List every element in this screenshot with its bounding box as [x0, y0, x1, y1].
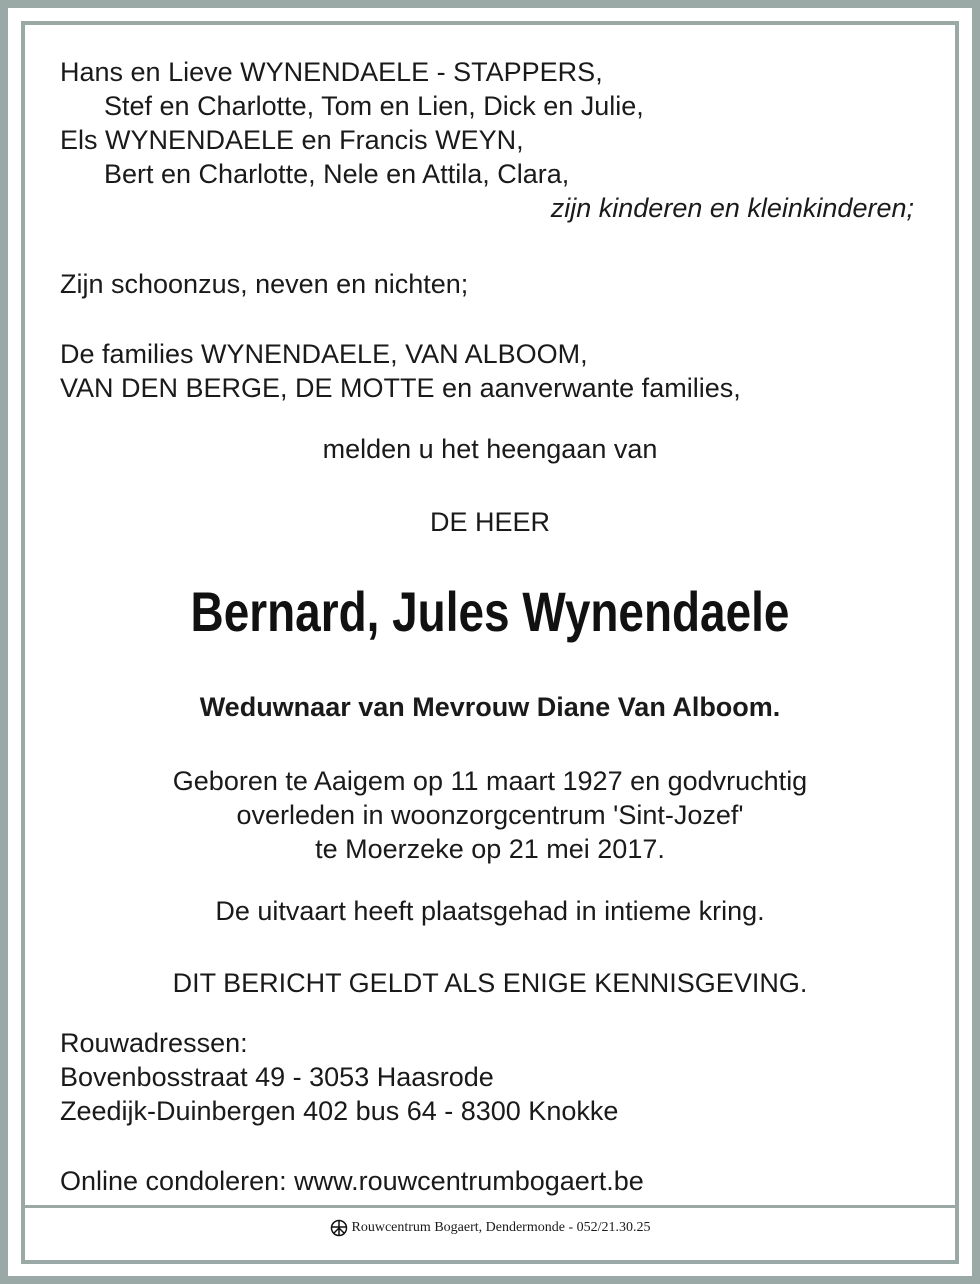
- cross-circle-icon: [330, 1219, 348, 1237]
- footer-text: Rouwcentrum Bogaert, Dendermonde - 052/21.30.25: [351, 1220, 651, 1235]
- life-line: te Moerzeke op 21 mei 2017.: [315, 834, 665, 864]
- title-line: DE HEER: [429, 507, 551, 537]
- widower-line: Weduwnaar van Mevrouw Diane Van Alboom.: [199, 692, 781, 722]
- life-line: Geboren te Aaigem op 11 maart 1927 en godvruchtig: [172, 766, 808, 796]
- family-line: Stef en Charlotte, Tom en Lien, Dick en Julie,: [104, 91, 644, 121]
- funeral-line: De uitvaart heeft plaatsgehad in intieme kring.: [215, 896, 765, 926]
- families-line: De families WYNENDAELE, VAN ALBOOM,: [60, 339, 588, 369]
- notice-line: DIT BERICHT GELDT ALS ENIGE KENNISGEVING.: [172, 968, 808, 998]
- family-line: Hans en Lieve WYNENDAELE - STAPPERS,: [60, 57, 603, 87]
- deceased-name: Bernard, Jules Wynendaele: [190, 580, 790, 643]
- address-line: Zeedijk-Duinbergen 402 bus 64 - 8300 Knokke: [60, 1096, 619, 1126]
- address-line: Bovenbosstraat 49 - 3053 Haasrode: [60, 1062, 494, 1092]
- life-line: overleden in woonzorgcentrum 'Sint-Jozef': [236, 800, 744, 830]
- relation-line: zijn kinderen en kleinkinderen;: [550, 193, 914, 223]
- footer: [25, 1218, 955, 1238]
- inlaws-line: Zijn schoonzus, neven en nichten;: [60, 269, 469, 299]
- footer-divider: [25, 1205, 955, 1208]
- announce-line: melden u het heengaan van: [322, 434, 658, 464]
- family-line: Bert en Charlotte, Nele en Attila, Clara,: [104, 159, 570, 189]
- family-line: Els WYNENDAELE en Francis WEYN,: [60, 125, 524, 155]
- addresses-label: Rouwadressen:: [60, 1028, 248, 1058]
- families-line: VAN DEN BERGE, DE MOTTE en aanverwante families,: [60, 373, 741, 403]
- online-condolence: Online condoleren: www.rouwcentrumbogaert.be: [60, 1166, 644, 1196]
